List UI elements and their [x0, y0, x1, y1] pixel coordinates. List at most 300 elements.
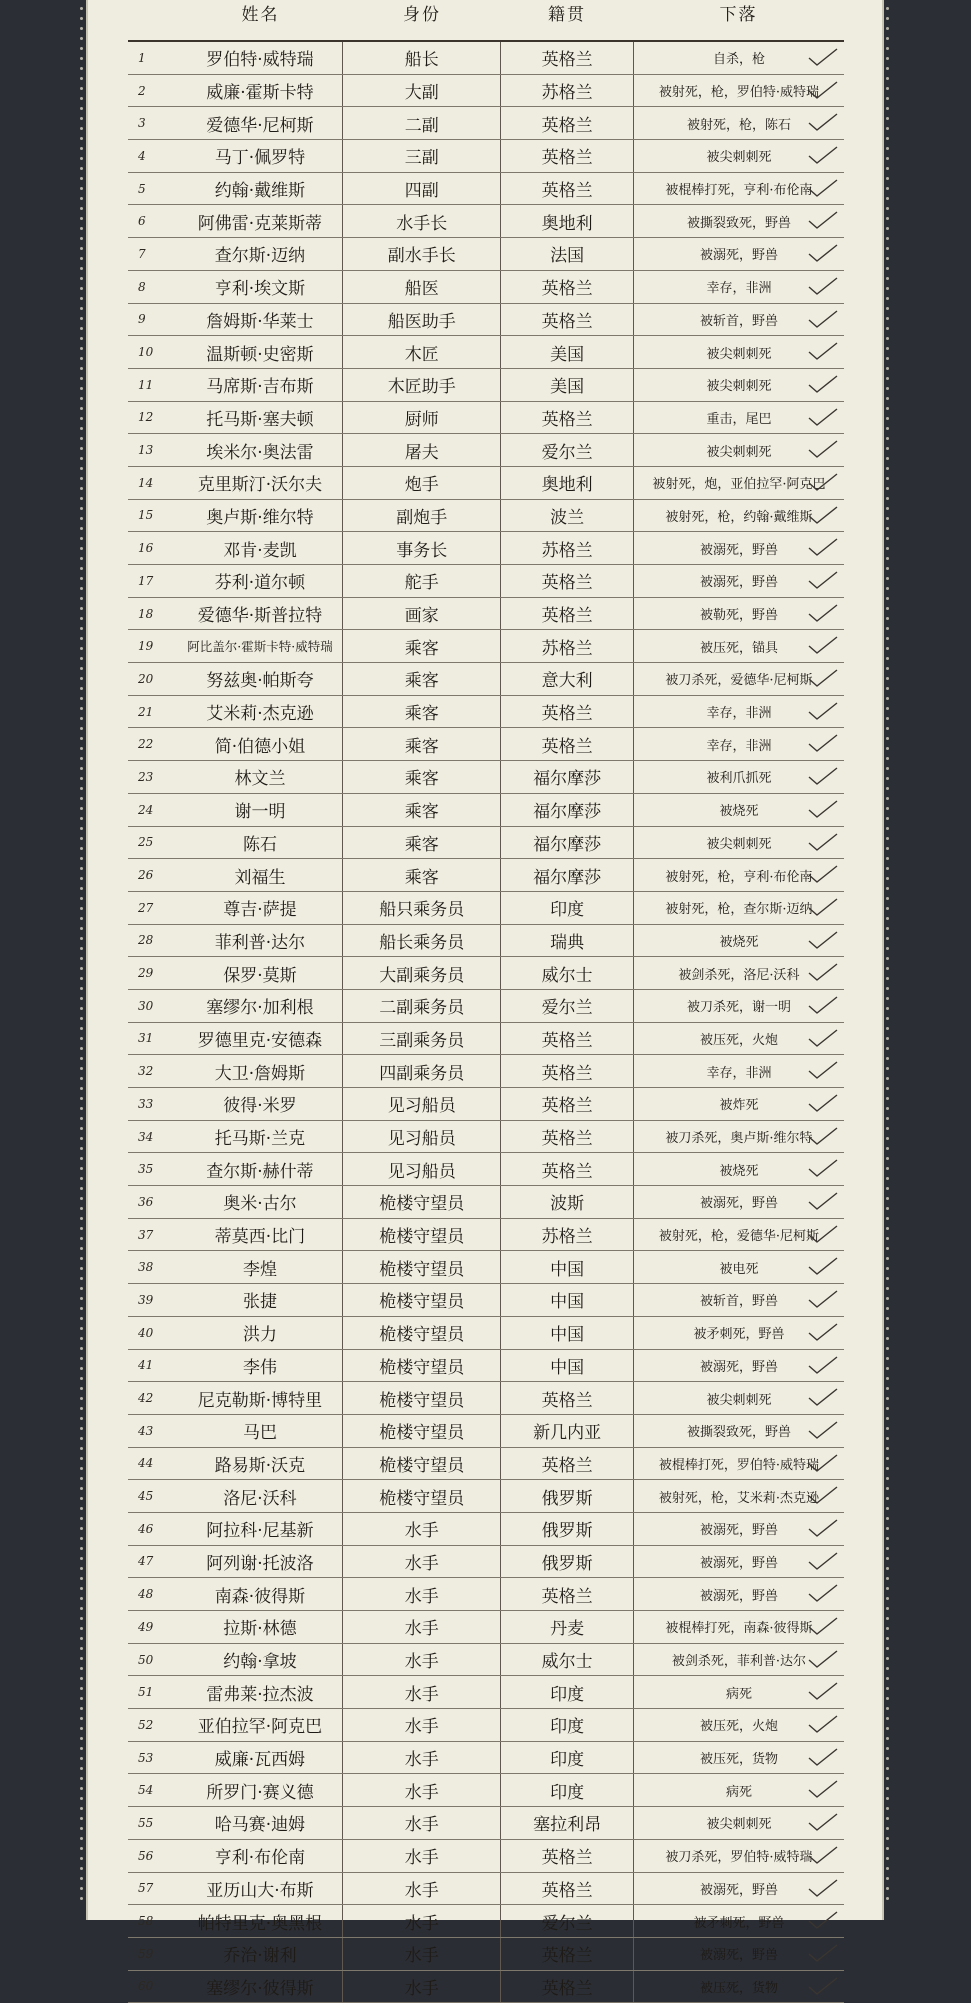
binding-hole [886, 1087, 889, 1090]
binding-hole [80, 1357, 83, 1360]
crew-role: 水手 [343, 1774, 501, 1806]
binding-hole [80, 467, 83, 470]
binding-hole [80, 357, 83, 360]
binding-hole [886, 387, 889, 390]
crew-role: 乘客 [343, 728, 501, 760]
binding-hole [886, 557, 889, 560]
binding-hole [80, 137, 83, 140]
binding-hole [80, 287, 83, 290]
binding-hole [886, 357, 889, 360]
check-mark-icon [806, 209, 840, 231]
check-mark-icon [806, 406, 840, 428]
binding-hole [80, 567, 83, 570]
crew-role: 舵手 [343, 565, 501, 597]
table-row [128, 1382, 844, 1415]
crew-name: 托马斯·塞夫顿 [178, 402, 343, 434]
crew-fate: 被撕裂致死，野兽 [634, 205, 844, 237]
check-mark-icon [806, 471, 840, 493]
crew-name: 亚历山大·布斯 [178, 1873, 343, 1905]
crew-origin: 爱尔兰 [501, 1905, 633, 1937]
crew-origin: 中国 [501, 1251, 633, 1283]
crew-origin: 英格兰 [501, 1382, 633, 1414]
crew-fate: 被尖刺刺死 [634, 369, 844, 401]
binding-hole [80, 1307, 83, 1310]
binding-hole [80, 237, 83, 240]
binding-hole [80, 847, 83, 850]
binding-hole [80, 987, 83, 990]
crew-role: 桅楼守望员 [343, 1382, 501, 1414]
binding-hole [886, 327, 889, 330]
binding-hole [886, 1467, 889, 1470]
binding-hole [80, 657, 83, 660]
binding-hole [80, 1587, 83, 1590]
binding-hole [80, 1407, 83, 1410]
binding-hole [886, 967, 889, 970]
crew-fate: 被射死，枪，查尔斯·迈纳 [634, 892, 844, 924]
binding-hole [886, 847, 889, 850]
row-number: 52 [138, 1717, 154, 1732]
binding-hole [80, 1867, 83, 1870]
row-number: 2 [138, 83, 146, 98]
row-number: 32 [138, 1064, 154, 1079]
binding-hole [886, 797, 889, 800]
binding-hole [886, 927, 889, 930]
crew-name: 陈石 [178, 827, 343, 859]
binding-hole [80, 557, 83, 560]
crew-ledger-table [128, 0, 844, 2003]
binding-hole [80, 917, 83, 920]
crew-fate: 被溺死，野兽 [634, 238, 844, 270]
crew-fate: 被剑杀死，洛尼·沃科 [634, 957, 844, 989]
crew-fate: 被剑杀死，菲利普·达尔 [634, 1644, 844, 1676]
binding-hole [80, 747, 83, 750]
binding-hole [80, 1117, 83, 1120]
crew-origin: 英格兰 [501, 1055, 633, 1087]
table-row [128, 1317, 844, 1350]
row-number: 54 [138, 1783, 154, 1798]
binding-hole [886, 347, 889, 350]
binding-hole [80, 377, 83, 380]
table-row [128, 532, 844, 565]
binding-hole [80, 997, 83, 1000]
crew-origin: 美国 [501, 369, 633, 401]
crew-fate: 被溺死，野兽 [634, 1546, 844, 1578]
crew-origin: 俄罗斯 [501, 1480, 633, 1512]
crew-origin: 苏格兰 [501, 75, 633, 107]
row-number: 26 [138, 868, 154, 883]
check-mark-icon [806, 1680, 840, 1702]
binding-hole [80, 1277, 83, 1280]
binding-hole [80, 647, 83, 650]
binding-hole [80, 677, 83, 680]
crew-role: 乘客 [343, 663, 501, 695]
check-mark-icon [806, 1517, 840, 1539]
check-mark-icon [806, 1877, 840, 1899]
binding-hole [80, 87, 83, 90]
crew-role: 水手 [343, 1938, 501, 1970]
binding-hole [80, 897, 83, 900]
crew-fate: 被射死，枪，陈石 [634, 107, 844, 139]
binding-hole [886, 437, 889, 440]
table-row [128, 1055, 844, 1088]
header-name: 姓名 [241, 5, 280, 25]
crew-fate: 被射死，枪，亨利·布伦南 [634, 859, 844, 891]
table-row [128, 402, 844, 435]
check-mark-icon [806, 569, 840, 591]
binding-hole [886, 687, 889, 690]
crew-fate: 被射死，枪，罗伯特·威特瑞 [634, 75, 844, 107]
crew-role: 乘客 [343, 696, 501, 728]
crew-role: 桅楼守望员 [343, 1317, 501, 1349]
binding-hole [80, 487, 83, 490]
check-mark-icon [806, 79, 840, 101]
table-row [128, 107, 844, 140]
crew-role: 船医助手 [343, 304, 501, 336]
binding-hole [80, 327, 83, 330]
binding-hole [80, 1517, 83, 1520]
crew-name: 努兹奥·帕斯夸 [178, 663, 343, 695]
crew-role: 见习船员 [343, 1088, 501, 1120]
crew-origin: 俄罗斯 [501, 1546, 633, 1578]
binding-hole [80, 1857, 83, 1860]
crew-name: 克里斯汀·沃尔夫 [178, 467, 343, 499]
crew-fate: 被压死，货物 [634, 1971, 844, 2003]
table-row [128, 1611, 844, 1644]
crew-fate: 被刀杀死，谢一明 [634, 990, 844, 1022]
binding-hole [886, 937, 889, 940]
binding-hole [80, 1427, 83, 1430]
binding-hole [80, 247, 83, 250]
row-number: 50 [138, 1652, 154, 1667]
crew-role: 水手长 [343, 205, 501, 237]
row-number: 34 [138, 1129, 154, 1144]
binding-hole [886, 1097, 889, 1100]
binding-hole [80, 337, 83, 340]
binding-hole [80, 127, 83, 130]
binding-hole [886, 577, 889, 580]
crew-origin: 印度 [501, 1742, 633, 1774]
row-number: 45 [138, 1489, 154, 1504]
binding-hole [80, 1767, 83, 1770]
binding-hole [886, 627, 889, 630]
row-number: 28 [138, 933, 154, 948]
binding-hole [886, 367, 889, 370]
table-row [128, 1807, 844, 1840]
check-mark-icon [806, 634, 840, 656]
row-number: 15 [138, 508, 154, 523]
check-mark-icon [806, 504, 840, 526]
binding-hole [886, 777, 889, 780]
binding-hole [80, 167, 83, 170]
table-header [128, 0, 844, 42]
binding-hole [886, 1507, 889, 1510]
check-mark-icon [806, 1550, 840, 1572]
binding-hole [80, 1647, 83, 1650]
binding-hole [886, 1527, 889, 1530]
crew-name: 马席斯·吉布斯 [178, 369, 343, 401]
binding-hole [886, 1317, 889, 1320]
crew-name: 尊吉·萨提 [178, 892, 343, 924]
crew-origin: 意大利 [501, 663, 633, 695]
binding-hole [886, 807, 889, 810]
crew-fate: 被压死，货物 [634, 1742, 844, 1774]
binding-hole [80, 307, 83, 310]
row-number: 5 [138, 181, 146, 196]
binding-hole [80, 1777, 83, 1780]
check-mark-icon [806, 1975, 840, 1997]
crew-fate: 幸存，非洲 [634, 1055, 844, 1087]
crew-name: 托马斯·兰克 [178, 1121, 343, 1153]
binding-hole [886, 547, 889, 550]
binding-hole [886, 957, 889, 960]
binding-hole [886, 1657, 889, 1660]
binding-hole [886, 947, 889, 950]
header-origin: 籍贯 [548, 5, 586, 25]
binding-hole [886, 1277, 889, 1280]
binding-hole [80, 1417, 83, 1420]
crew-origin: 英格兰 [501, 1448, 633, 1480]
binding-hole [886, 537, 889, 540]
crew-origin: 苏格兰 [501, 532, 633, 564]
crew-fate: 被炸死 [634, 1088, 844, 1120]
binding-hole [80, 187, 83, 190]
crew-role: 画家 [343, 598, 501, 630]
check-mark-icon [806, 1909, 840, 1931]
binding-hole [80, 977, 83, 980]
binding-hole [80, 877, 83, 880]
binding-hole [80, 1727, 83, 1730]
binding-hole [886, 717, 889, 720]
row-number: 7 [138, 246, 146, 261]
binding-hole [886, 1267, 889, 1270]
crew-name: 埃米尔·奥法雷 [178, 434, 343, 466]
crew-origin: 英格兰 [501, 1938, 633, 1970]
crew-fate: 幸存，非洲 [634, 271, 844, 303]
binding-hole [886, 1827, 889, 1830]
binding-hole [886, 837, 889, 840]
crew-name: 拉斯·林德 [178, 1611, 343, 1643]
binding-hole [80, 967, 83, 970]
binding-hole [80, 1687, 83, 1690]
crew-name: 南森·彼得斯 [178, 1578, 343, 1610]
crew-fate: 被棍棒打死，罗伯特·威特瑞 [634, 1448, 844, 1480]
table-row [128, 173, 844, 206]
crew-origin: 印度 [501, 1676, 633, 1708]
binding-hole [80, 1817, 83, 1820]
binding-hole [886, 1077, 889, 1080]
binding-hole [886, 897, 889, 900]
binding-hole [80, 1237, 83, 1240]
binding-hole [886, 277, 889, 280]
crew-name: 路易斯·沃克 [178, 1448, 343, 1480]
binding-hole [80, 717, 83, 720]
binding-hole [80, 607, 83, 610]
binding-hole [886, 617, 889, 620]
crew-role: 二副 [343, 107, 501, 139]
crew-fate: 被斩首，野兽 [634, 304, 844, 336]
crew-origin: 波兰 [501, 500, 633, 532]
check-mark-icon [806, 275, 840, 297]
binding-hole [80, 497, 83, 500]
crew-origin: 英格兰 [501, 1971, 633, 2003]
check-mark-icon [806, 438, 840, 460]
crew-fate: 重击，尾巴 [634, 402, 844, 434]
binding-hole [80, 1547, 83, 1550]
crew-role: 见习船员 [343, 1153, 501, 1185]
binding-hole [80, 1437, 83, 1440]
crew-name: 爱德华·斯普拉特 [178, 598, 343, 630]
binding-hole [886, 1197, 889, 1200]
binding-hole [80, 277, 83, 280]
binding-hole [886, 917, 889, 920]
crew-name: 阿列谢·托波洛 [178, 1546, 343, 1578]
check-mark-icon [806, 765, 840, 787]
table-row [128, 1546, 844, 1579]
binding-hole [80, 1057, 83, 1060]
binding-hole [80, 1447, 83, 1450]
binding-hole [886, 1737, 889, 1740]
binding-hole [886, 1747, 889, 1750]
crew-origin: 奥地利 [501, 205, 633, 237]
table-row [128, 1513, 844, 1546]
binding-hole [886, 1447, 889, 1450]
binding-hole [886, 1347, 889, 1350]
row-number: 17 [138, 573, 154, 588]
crew-fate: 被撕裂致死，野兽 [634, 1415, 844, 1447]
binding-hole [80, 1567, 83, 1570]
binding-hole [80, 217, 83, 220]
binding-hole [886, 1837, 889, 1840]
binding-hole [886, 1867, 889, 1870]
binding-hole [886, 1857, 889, 1860]
binding-hole [886, 47, 889, 50]
binding-hole [886, 1117, 889, 1120]
crew-fate: 被尖刺刺死 [634, 1807, 844, 1839]
binding-hole [886, 427, 889, 430]
table-row [128, 1709, 844, 1742]
check-mark-icon [806, 1582, 840, 1604]
crew-role: 水手 [343, 1971, 501, 2003]
table-row [128, 238, 844, 271]
binding-hole [80, 57, 83, 60]
binding-hole [886, 597, 889, 600]
crew-role: 桅楼守望员 [343, 1219, 501, 1251]
table-row [128, 565, 844, 598]
binding-hole [80, 1837, 83, 1840]
binding-hole [886, 1757, 889, 1760]
binding-hole [886, 147, 889, 150]
crew-role: 见习船员 [343, 1121, 501, 1153]
binding-hole [886, 1497, 889, 1500]
crew-fate: 被矛刺死，野兽 [634, 1317, 844, 1349]
binding-hole [886, 1057, 889, 1060]
binding-hole [886, 377, 889, 380]
check-mark-icon [806, 111, 840, 133]
crew-fate: 被电死 [634, 1251, 844, 1283]
binding-hole [80, 667, 83, 670]
crew-origin: 中国 [501, 1284, 633, 1316]
table-row [128, 500, 844, 533]
crew-origin: 福尔摩莎 [501, 794, 633, 826]
binding-hole [886, 1707, 889, 1710]
check-mark-icon [806, 1615, 840, 1637]
crew-name: 查尔斯·赫什蒂 [178, 1153, 343, 1185]
binding-hole [886, 1287, 889, 1290]
binding-hole [80, 1157, 83, 1160]
binding-hole [80, 1717, 83, 1720]
binding-hole [886, 1437, 889, 1440]
crew-origin: 英格兰 [501, 1023, 633, 1055]
crew-name: 马巴 [178, 1415, 343, 1447]
row-number: 23 [138, 769, 154, 784]
binding-hole [80, 1707, 83, 1710]
check-mark-icon [806, 700, 840, 722]
binding-hole [80, 697, 83, 700]
table-row [128, 1219, 844, 1252]
check-mark-icon [806, 994, 840, 1016]
crew-origin: 美国 [501, 336, 633, 368]
binding-hole [886, 1607, 889, 1610]
crew-fate: 被射死，枪，艾米莉·杰克逊 [634, 1480, 844, 1512]
crew-origin: 英格兰 [501, 728, 633, 760]
crew-name: 大卫·詹姆斯 [178, 1055, 343, 1087]
crew-fate: 病死 [634, 1676, 844, 1708]
binding-hole [80, 1147, 83, 1150]
binding-hole [80, 397, 83, 400]
crew-fate: 被利爪抓死 [634, 761, 844, 793]
binding-hole [886, 287, 889, 290]
table-row [128, 1971, 844, 2003]
crew-name: 奥米·古尔 [178, 1186, 343, 1218]
crew-origin: 爱尔兰 [501, 990, 633, 1022]
crew-fate: 被尖刺刺死 [634, 336, 844, 368]
crew-role: 三副乘务员 [343, 1023, 501, 1055]
binding-hole [80, 1387, 83, 1390]
row-number: 12 [138, 410, 154, 425]
crew-name: 亨利·布伦南 [178, 1840, 343, 1872]
binding-hole [80, 1197, 83, 1200]
binding-hole [886, 87, 889, 90]
binding-hole [886, 1697, 889, 1700]
binding-hole [886, 77, 889, 80]
crew-origin: 丹麦 [501, 1611, 633, 1643]
table-row [128, 1905, 844, 1938]
row-number: 56 [138, 1848, 154, 1863]
crew-role: 水手 [343, 1644, 501, 1676]
binding-hole [80, 1227, 83, 1230]
binding-hole [80, 1737, 83, 1740]
crew-name: 查尔斯·迈纳 [178, 238, 343, 270]
crew-role: 水手 [343, 1676, 501, 1708]
binding-hole [80, 1027, 83, 1030]
binding-hole [886, 727, 889, 730]
binding-hole [80, 227, 83, 230]
check-mark-icon [806, 308, 840, 330]
binding-hole [80, 1877, 83, 1880]
binding-hole [886, 1877, 889, 1880]
binding-hole [80, 1007, 83, 1010]
check-mark-icon [806, 1255, 840, 1277]
crew-fate: 被溺死，野兽 [634, 1578, 844, 1610]
table-row [128, 75, 844, 108]
crew-name: 约翰·戴维斯 [178, 173, 343, 205]
row-number: 33 [138, 1096, 154, 1111]
binding-hole [80, 1537, 83, 1540]
row-number: 38 [138, 1260, 154, 1275]
row-number: 43 [138, 1423, 154, 1438]
binding-hole [80, 1797, 83, 1800]
check-mark-icon [806, 732, 840, 754]
